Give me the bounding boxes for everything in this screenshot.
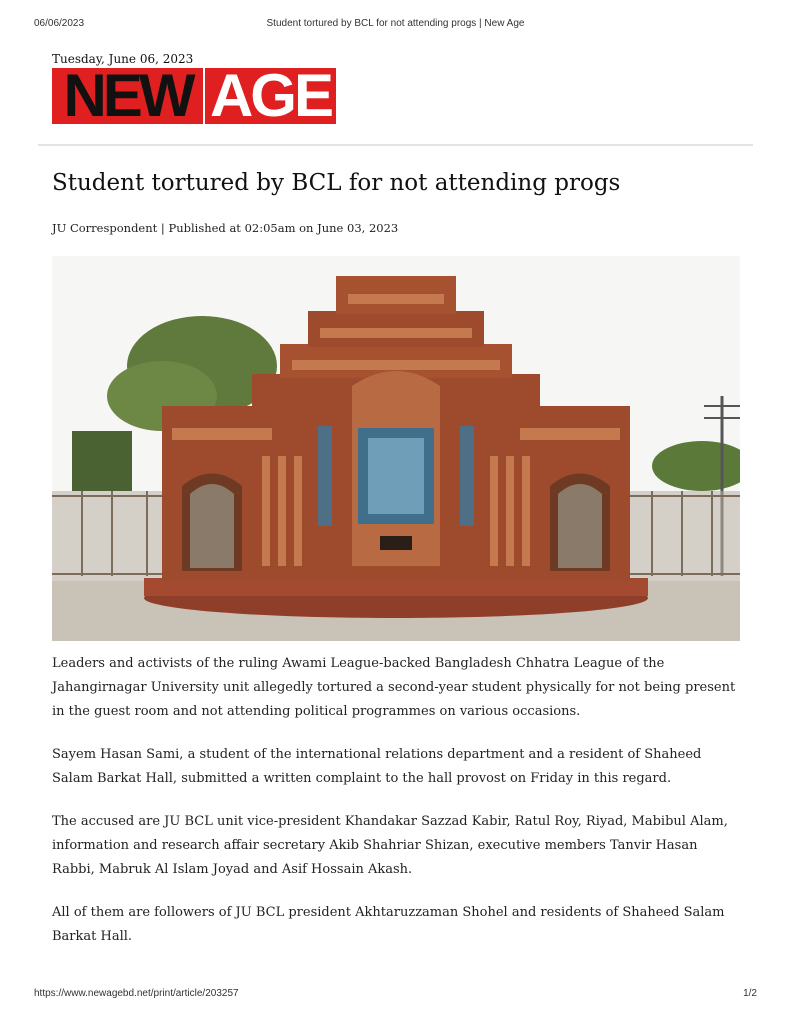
logo-age-text: AGE xyxy=(203,68,336,124)
article-body xyxy=(52,652,742,968)
print-header xyxy=(34,18,757,32)
logo-new-text: NEW xyxy=(52,68,203,124)
print-footer xyxy=(34,988,757,1002)
masthead-date: Tuesday, June 06, 2023 xyxy=(52,52,194,66)
article-headline: Student tortured by BCL for not attending progs xyxy=(52,170,621,196)
new-age-logo[interactable] xyxy=(52,68,336,124)
article-photo xyxy=(52,256,740,641)
article-paragraph: Leaders and activists of the ruling Awami League-backed Bangladesh Chhatra League of the Jahangirnagar University unit allegedly tortured a second-year student physically for not being present in the guest room and not attending political programmes on various occasions. xyxy=(52,656,736,719)
print-title: Student tortured by BCL for not attending progs | New Age xyxy=(266,18,525,29)
article-paragraph: All of them are followers of JU BCL president Akhtaruzzaman Shohel and residents of Shaheed Salam Barkat Hall. xyxy=(52,905,725,944)
print-date: 06/06/2023 xyxy=(34,18,85,29)
article-byline: JU Correspondent | Published at 02:05am on June 03, 2023 xyxy=(52,221,399,235)
print-page-number: 1/2 xyxy=(743,988,757,999)
article-paragraph: Sayem Hasan Sami, a student of the international relations department and a resident of Shaheed Salam Barkat Hall, submitted a written complaint to the hall provost on Friday in this regard. xyxy=(52,747,702,786)
print-url[interactable]: https://www.newagebd.net/print/article/203257 xyxy=(34,988,239,999)
header-divider xyxy=(38,144,753,146)
article-paragraph: The accused are JU BCL unit vice-president Khandakar Sazzad Kabir, Ratul Roy, Riyad, Mabibul Alam, information and research affair secretary Akib Shahriar Shizan, executive members Tanvir Hasan Rabbi, Mabruk Al Islam Joyad and Asif Hossain Akash. xyxy=(52,814,728,877)
